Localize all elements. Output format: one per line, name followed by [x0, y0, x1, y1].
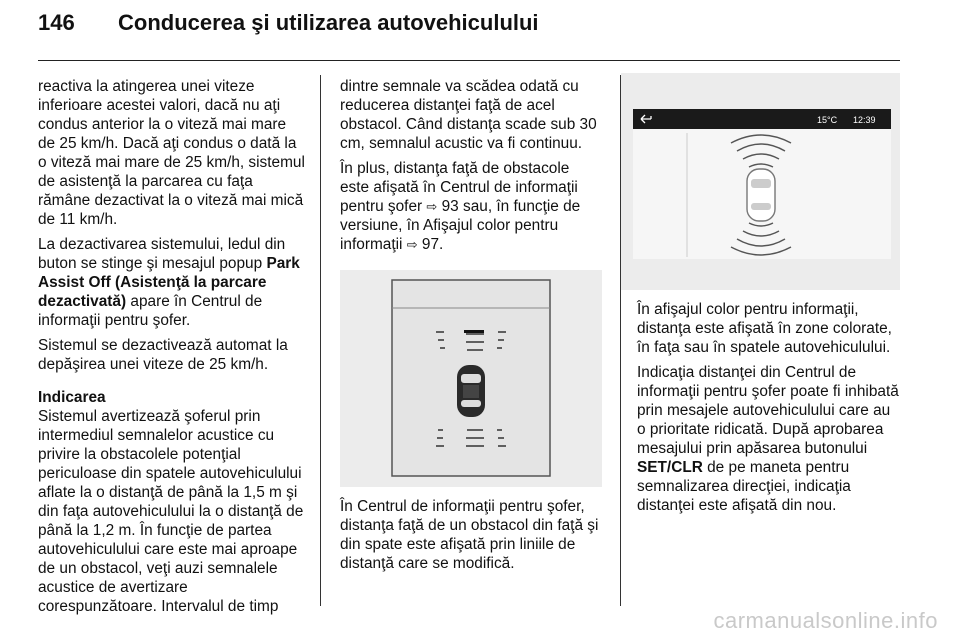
- cross-reference-arrow-icon: ⇨: [426, 199, 438, 214]
- column-3: [637, 300, 902, 521]
- paragraph: În Centrul de informaţii pentru şofer, distanţa faţă de un obstacol din faţă şi din spate este afişată prin liniile de distanţă care se modifică.: [340, 498, 599, 572]
- colour-info-display-illustration: [621, 73, 900, 290]
- column-1: [38, 77, 306, 622]
- page-reference[interactable]: 97: [421, 236, 440, 253]
- text-run: apare în Centrul de informaţii pentru şofer.: [38, 293, 263, 329]
- paragraph: În afişajul color pentru informaţii, distanţa este afişată în zone colorate, în faţa sau în spatele autovehiculului.: [637, 301, 892, 356]
- text-run: de pe maneta pentru semnalizarea direcţiei, indicaţia distanţei este afişată din nou.: [637, 459, 851, 514]
- chapter-title: Conducerea şi utilizarea autovehiculului: [118, 10, 539, 35]
- column-2: [340, 77, 602, 260]
- paragraph: Sistemul se dezactivează automat la depăşirea unei viteze de 25 km/h.: [38, 337, 288, 373]
- page-reference[interactable]: 93: [441, 198, 459, 215]
- popup-message-name: Park Assist Off (Asistenţă la parcare dezactivată): [38, 255, 300, 310]
- text-run: La dezactivarea sistemului, ledul din buton se stinge şi mesajul popup: [38, 236, 286, 272]
- page-number: 146: [38, 10, 75, 35]
- driver-info-centre-illustration: [340, 270, 602, 487]
- paragraph: [637, 363, 902, 515]
- button-name: SET/CLR: [637, 459, 703, 476]
- paragraph: [38, 235, 306, 330]
- section-heading: Indicarea: [38, 389, 106, 406]
- column-divider: [320, 75, 321, 606]
- page-header: [38, 10, 539, 50]
- paragraph: dintre semnale va scădea odată cu reducerea distanţei faţă de acel obstacol. Când distanţa scade sub 30 cm, semnalul acustic va fi continuu.: [340, 78, 597, 152]
- text-run: În plus, distanţa faţă de obstacole este afişată în Centrul de informaţii pentru şofer: [340, 160, 578, 215]
- paragraph: [340, 159, 602, 254]
- text-run: sau, în funcţie de versiune, în Afişajul color pentru informaţii: [340, 198, 581, 253]
- header-rule: [38, 60, 900, 61]
- temperature-readout: 15°C: [817, 115, 838, 125]
- text-run: .: [439, 236, 444, 253]
- clock-readout: 12:39: [853, 115, 876, 125]
- cross-reference-arrow-icon: ⇨: [406, 237, 418, 252]
- figure-1-caption: [340, 497, 602, 579]
- text-run: Indicaţia distanţei din Centrul de informaţii pentru şofer poate fi inhibată prin mesajele autovehiculului care au o prioritate ridicată. După aprobarea mesajului prin apăsarea butonului: [637, 364, 899, 457]
- paragraph: reactiva la atingerea unei viteze inferioare acestei valori, dacă nu aţi condus anterior la o viteză mai mare de 25 km/h. Dacă aţi condus o dată la o viteză mai mare de 25 km/h, sistemul de asistenţă la parcarea cu faţa rămâne dezactivat la o viteză mai mică de 11 km/h.: [38, 78, 305, 228]
- watermark: carmanualsonline.info: [713, 608, 938, 633]
- paragraph: Sistemul avertizează şoferul prin intermediul semnalelor acustice cu privire la obstacolele potenţial periculoase din spatele autovehiculului aflate la o distanţă de până la 1,5 m şi din faţa autovehiculului la o distanţă de până la 1,2 m. În funcţie de partea autovehiculului care este mai aproape de un obstacol, veţi auzi semnalele acustice de avertizare corespunzătoare. Intervalul de timp: [38, 408, 304, 615]
